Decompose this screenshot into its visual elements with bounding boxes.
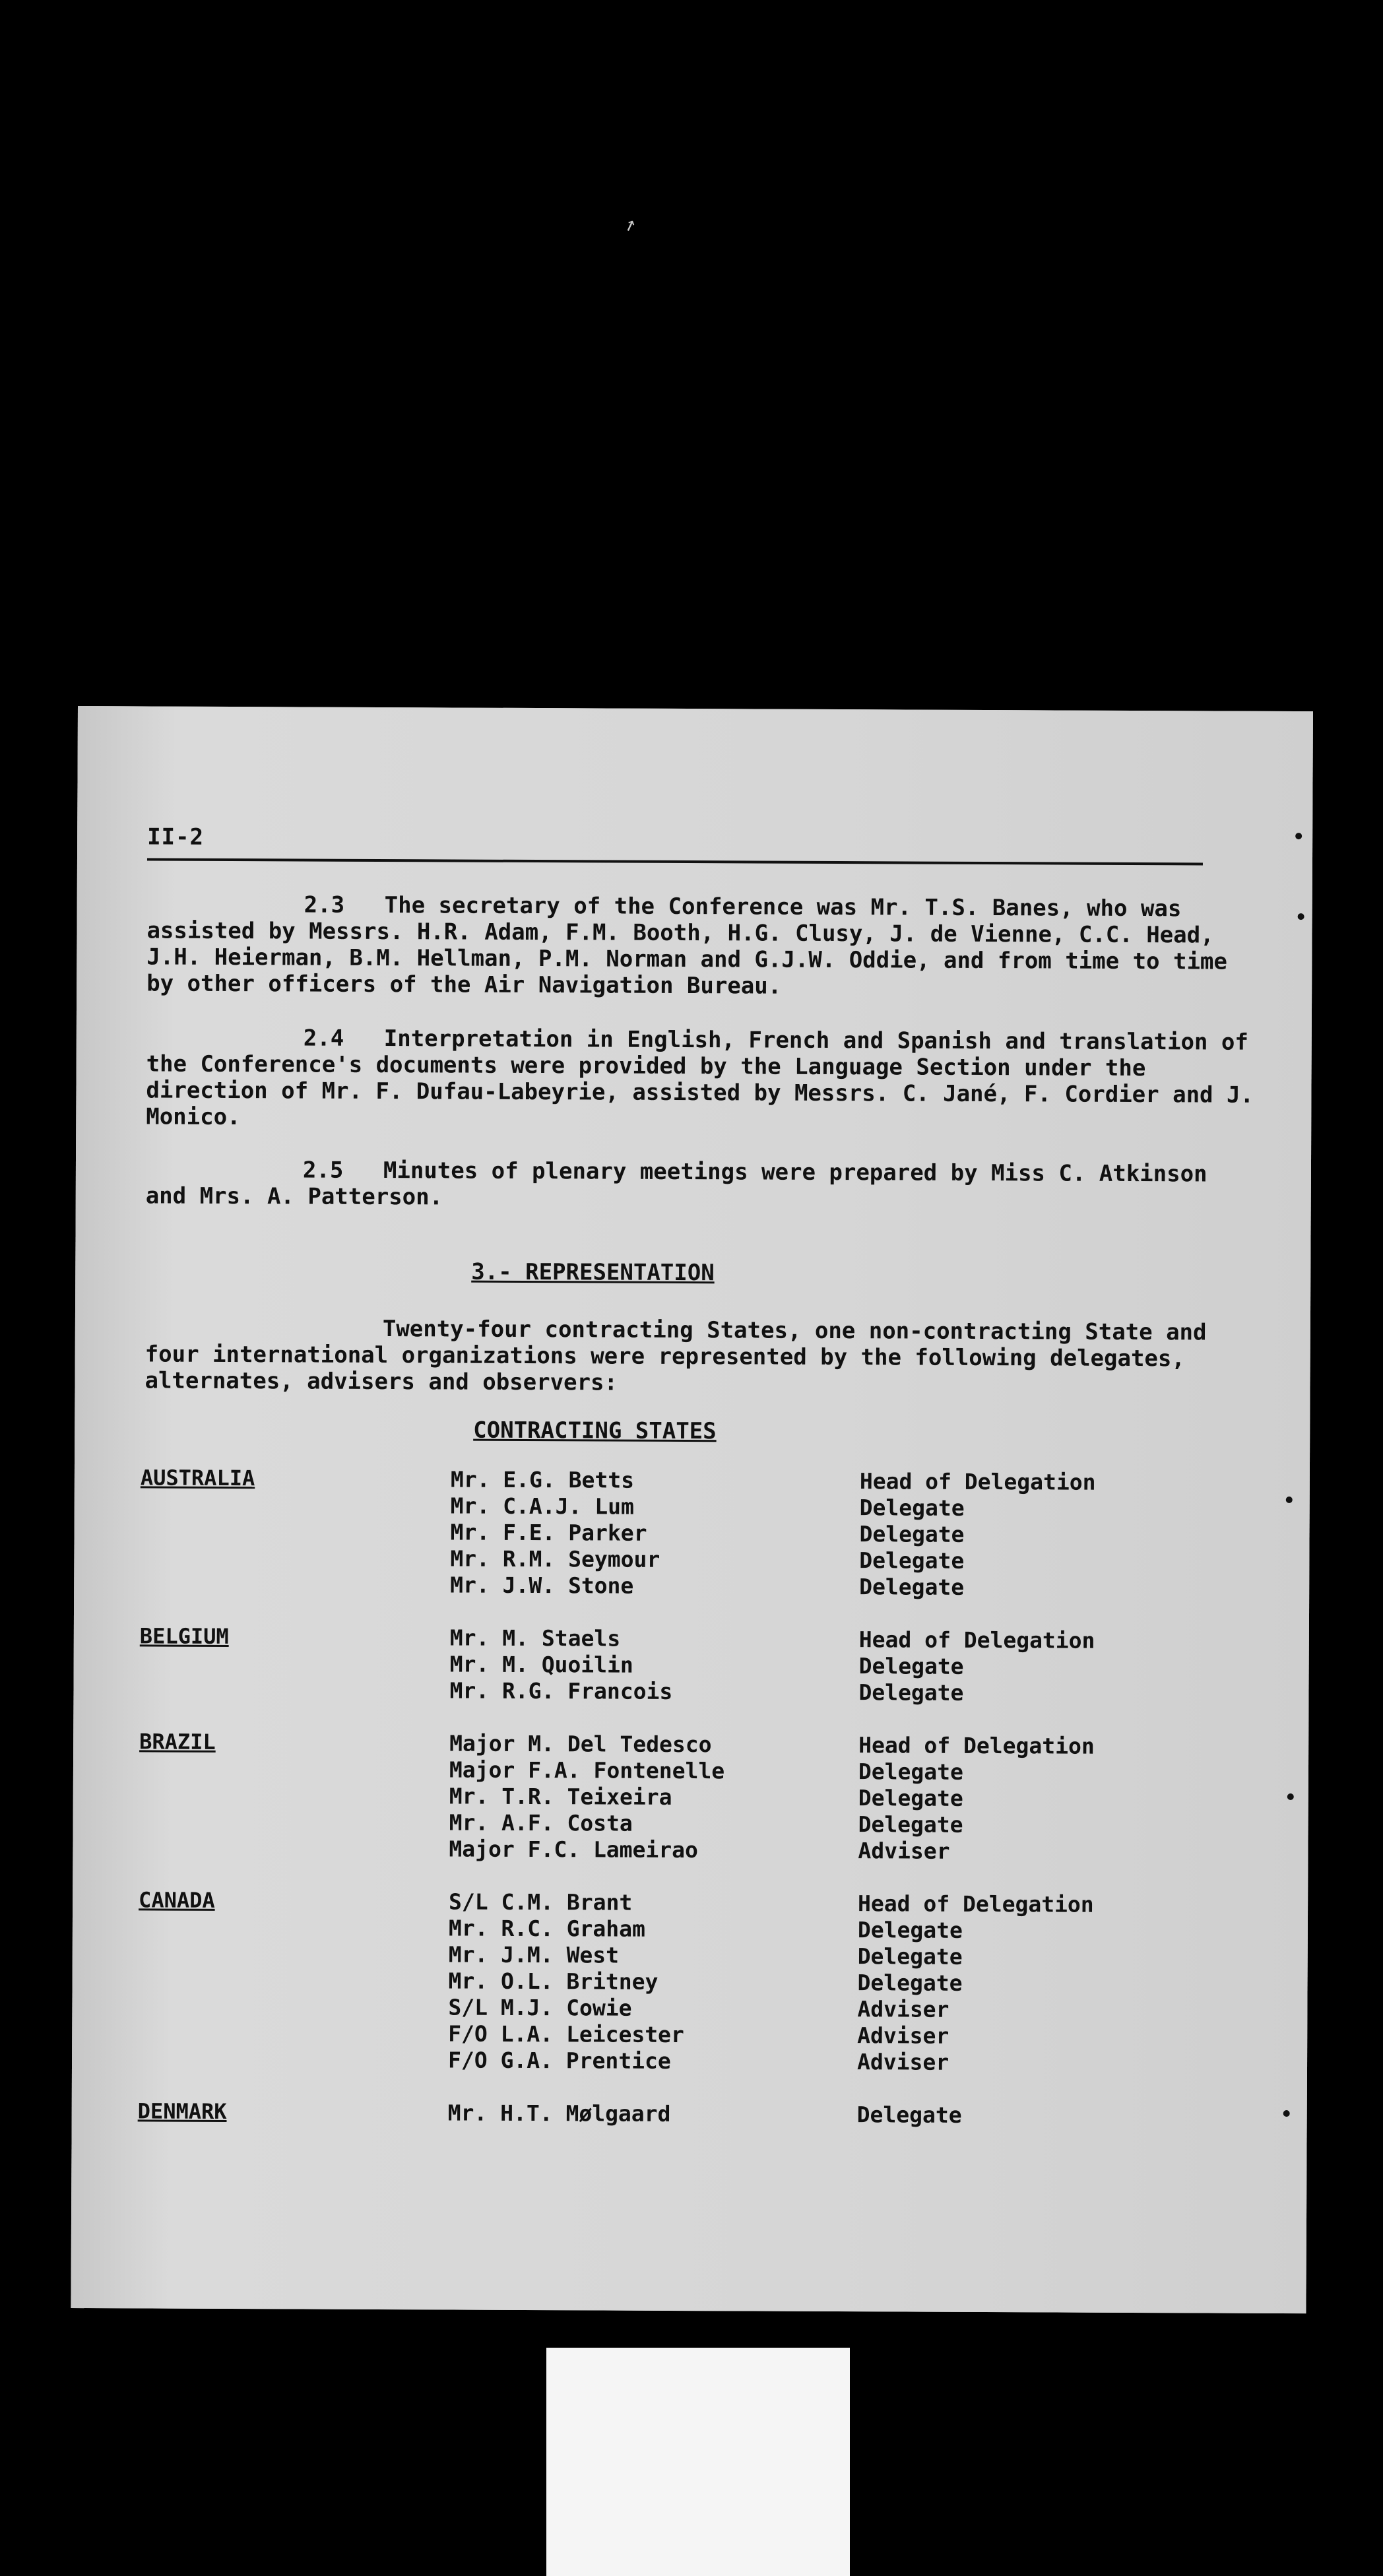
member-role: Head of Delegation (858, 1732, 1095, 1759)
state-name: BRAZIL (139, 1729, 216, 1755)
paragraph-2-4 (146, 1024, 1268, 1134)
member-name: Mr. J.M. West (448, 1941, 620, 1968)
member-role: Delegate (859, 1547, 965, 1574)
member-role: Delegate (858, 1679, 964, 1706)
member-name: Mr. F.E. Parker (450, 1519, 647, 1546)
delegation-block (139, 1623, 1262, 1707)
section-heading: 3.- REPRESENTATION (471, 1258, 715, 1287)
contracting-states-heading: CONTRACTING STATES (473, 1417, 717, 1445)
paragraph-number: 2.5 (302, 1157, 344, 1184)
member-name: S/L C.M. Brant (449, 1888, 633, 1916)
paragraph-number: 2.3 (304, 891, 345, 918)
margin-dot (1287, 1793, 1294, 1800)
member-name: Mr. E.G. Betts (450, 1466, 635, 1493)
member-role: Delegate (859, 1521, 965, 1547)
header-rule (147, 858, 1203, 865)
member-role: Delegate (857, 1970, 963, 1996)
member-name: Mr. R.G. Francois (449, 1677, 673, 1704)
member-name: Mr. R.M. Seymour (450, 1545, 660, 1572)
member-role: Delegate (858, 1785, 963, 1811)
paragraph-text: Minutes of plenary meetings were prepared by Miss C. Atkinson and Mrs. A. Patterson. (145, 1157, 1221, 1211)
member-row (140, 1570, 1262, 1601)
member-row (139, 1834, 1260, 1865)
paragraph-2-5 (146, 1156, 1261, 1213)
member-name: Mr. C.A.J. Lum (450, 1493, 634, 1520)
member-name: Mr. M. Staels (449, 1625, 621, 1652)
member-name: Major F.C. Lameirao (449, 1836, 699, 1863)
member-role: Delegate (858, 1811, 963, 1838)
member-role: Adviser (857, 1996, 949, 2022)
paragraph-number: 2.4 (303, 1025, 344, 1052)
margin-dot (1283, 2110, 1290, 2117)
delegation-block (138, 2098, 1260, 2129)
member-name: Major M. Del Tedesco (449, 1730, 712, 1758)
state-name: CANADA (139, 1887, 215, 1913)
member-role: Head of Delegation (858, 1626, 1095, 1654)
state-name: BELGIUM (139, 1623, 229, 1650)
member-name: Mr. T.R. Teixeira (449, 1783, 672, 1810)
member-role: Delegate (859, 1495, 965, 1521)
delegation-block (140, 1465, 1262, 1601)
member-row (138, 2098, 1260, 2129)
member-name: Mr. O.L. Britney (448, 1968, 659, 1995)
member-role: Delegate (858, 1758, 964, 1785)
member-name: F/O L.A. Leicester (448, 2020, 684, 2048)
member-name: Mr. H.T. Mølgaard (447, 2100, 671, 2127)
margin-dot (1298, 913, 1304, 920)
member-role: Delegate (857, 1917, 963, 1943)
paragraph-text: Interpretation in English, French and Spanish and translation of the Conference's documents were provided by the Language Section under the direction of Mr. F. Dufau-Labeyrie, assisted by Messrs. C. Jané, F. Cordier and J. Monico. (146, 1025, 1268, 1131)
member-name: Mr. M. Quoilin (449, 1651, 633, 1678)
state-name: AUSTRALIA (140, 1465, 255, 1491)
state-name: DENMARK (137, 2098, 227, 2125)
delegation-list (137, 1465, 1262, 2156)
member-row (138, 2045, 1260, 2077)
member-name: Mr. J.W. Stone (450, 1572, 634, 1599)
member-name: Mr. A.F. Costa (449, 1809, 633, 1836)
paragraph-2-3 (146, 891, 1262, 1001)
paragraph-text: The secretary of the Conference was Mr. T.S. Banes, who was assisted by Messrs. H.R. Adam, F.M. Booth, H.G. Clusy, J. de Vienne, C.C. Head, J.H. Heierman, B.M. Hellman, P.M. Norman and G.J.W. Oddie, and from time to time by other officers of the Air Navigation Bureau. (146, 892, 1241, 1000)
member-role: Head of Delegation (858, 1890, 1094, 1917)
delegation-block (139, 1729, 1261, 1865)
member-name: F/O G.A. Prentice (447, 2047, 671, 2074)
scan-artifact: ↗ (620, 210, 639, 238)
paragraph-text: Twenty-four contracting States, one non-contracting State and four international organizations were represented by the following delegates, alternates, advisers and observers: (145, 1316, 1221, 1396)
delegation-block (138, 1887, 1260, 2077)
document-page (71, 706, 1313, 2313)
margin-dot (1295, 833, 1302, 839)
paragraph-indent (145, 1335, 383, 1336)
member-name: Mr. R.C. Graham (448, 1915, 646, 1942)
member-name: Major F.A. Fontenelle (449, 1756, 725, 1784)
member-role: Adviser (858, 1838, 950, 1864)
member-row (139, 1676, 1261, 1707)
member-role: Adviser (857, 2022, 949, 2049)
member-role: Adviser (856, 2049, 949, 2075)
page-reference: II-2 (147, 823, 205, 851)
blank-card (546, 2348, 850, 2576)
member-role: Delegate (857, 1943, 963, 1970)
margin-dot (1286, 1497, 1293, 1503)
member-role: Delegate (858, 1653, 964, 1679)
member-role: Delegate (856, 2102, 962, 2128)
member-name: S/L M.J. Cowie (448, 1994, 632, 2021)
representation-paragraph (145, 1314, 1260, 1398)
member-role: Head of Delegation (859, 1468, 1096, 1495)
member-role: Delegate (859, 1574, 965, 1600)
